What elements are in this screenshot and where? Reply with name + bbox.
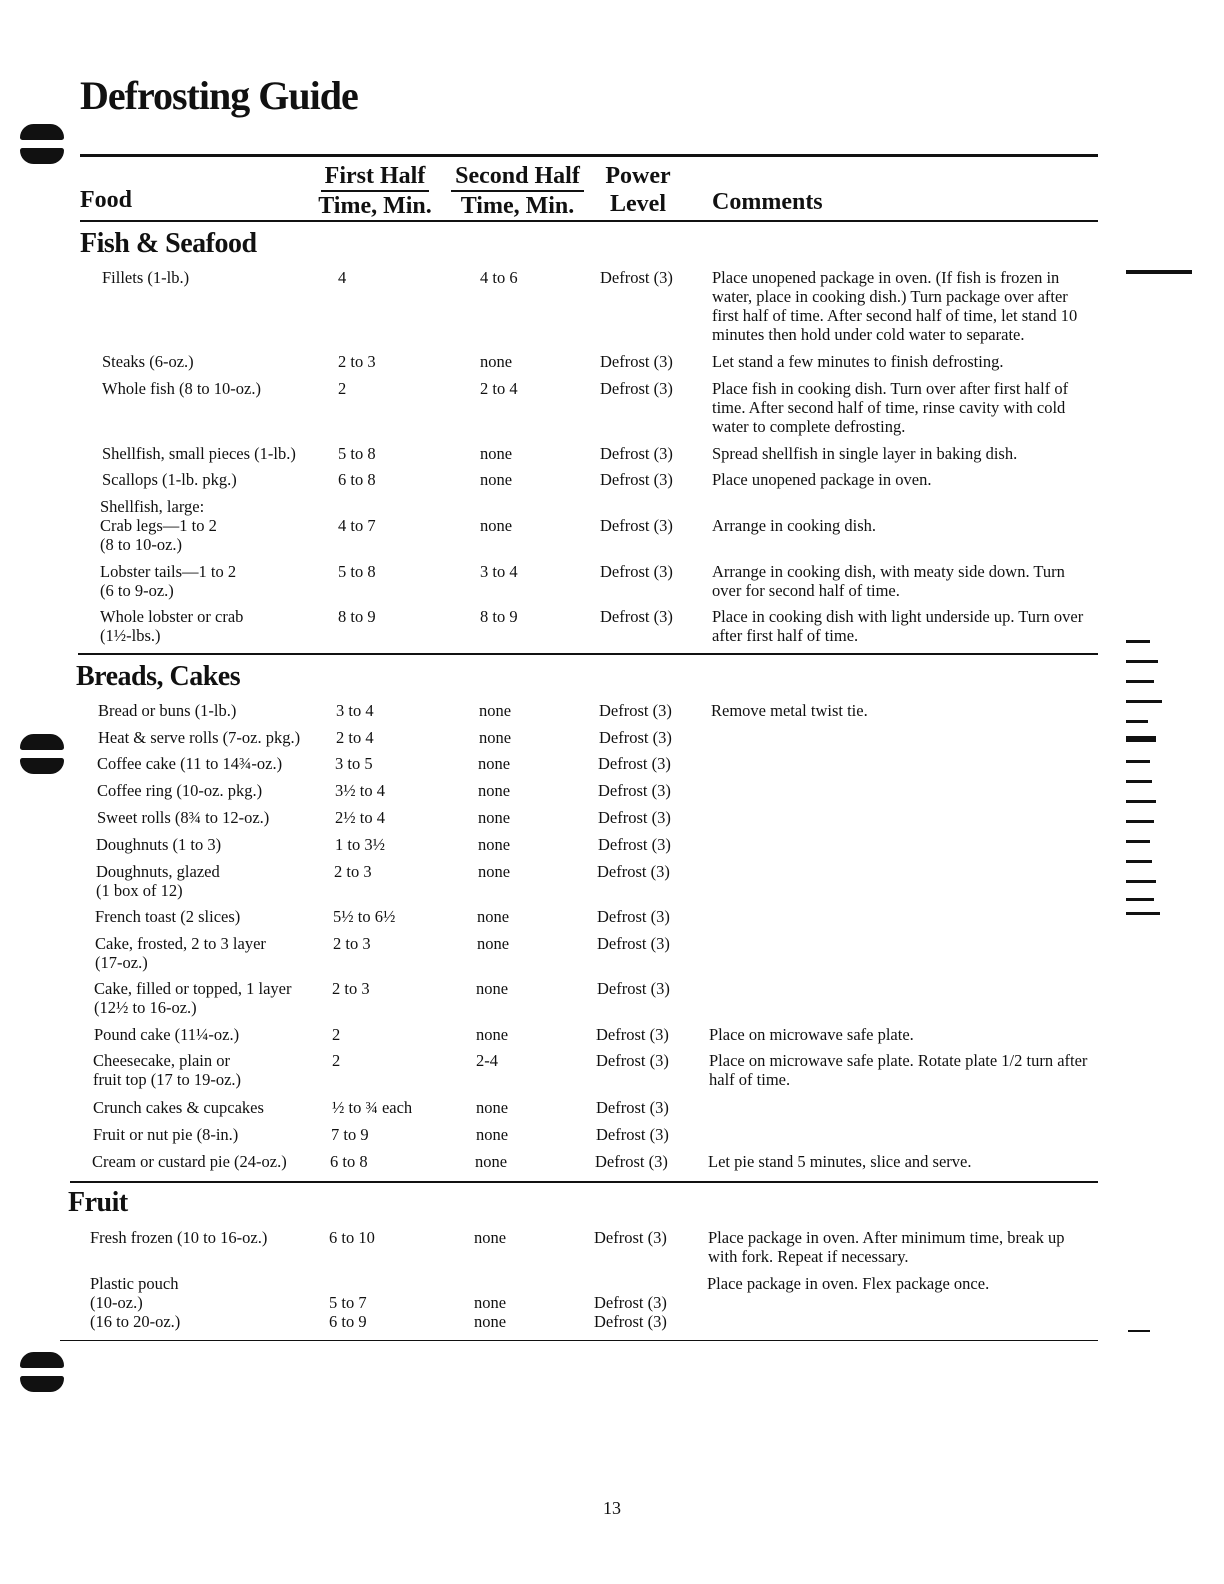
col-header-second-half-line1: Second Half [451,162,584,192]
punch-hole-icon [20,734,64,774]
power-level-cell: Defrost (3) [597,907,670,926]
second-half-cell: none [477,934,510,953]
power-level-cell: Defrost (3) [597,979,670,998]
col-header-power-line1: Power [605,163,671,189]
power-level-cell: Defrost (3) [594,1293,667,1312]
food-cell: Bread or buns (1-lb.) [98,701,237,720]
first-half-cell: 3 to 5 [335,754,373,773]
second-half-cell: none [480,516,513,535]
food-cell: Whole fish (8 to 10-oz.) [102,379,261,398]
section-divider [70,1181,1098,1183]
power-level-cell: Defrost (3) [600,352,673,371]
power-level-cell: Defrost (3) [596,1051,669,1070]
second-half-cell: none [478,781,511,800]
first-half-cell: 2 to 3 [332,979,370,998]
first-half-cell: 2 to 3 [334,862,372,881]
header-bottom-rule [80,220,1098,222]
col-header-second-half-line2: Time, Min. [460,193,575,219]
first-half-cell: 5½ to 6½ [333,907,396,926]
first-half-cell: 6 to 8 [338,470,376,489]
section-title-breads-cakes: Breads, Cakes [76,661,241,692]
second-half-cell: none [479,701,512,720]
first-half-cell: 6 to 10 [329,1228,375,1247]
food-cell: Plastic pouch [90,1274,179,1293]
power-level-cell: Defrost (3) [598,781,671,800]
food-cell: Cake, filled or topped, 1 layer (12½ to 16-oz.) [94,979,292,1017]
food-cell: (10-oz.) [90,1293,143,1312]
power-level-cell: Defrost (3) [600,379,673,398]
second-half-cell: none [480,352,513,371]
power-level-cell: Defrost (3) [594,1228,667,1247]
food-cell: Doughnuts, glazed (1 box of 12) [96,862,220,900]
first-half-cell: 7 to 9 [331,1125,369,1144]
food-cell: Pound cake (11¼-oz.) [94,1025,240,1044]
power-level-cell: Defrost (3) [600,444,673,463]
power-level-cell: Defrost (3) [598,808,671,827]
first-half-cell: 2 to 4 [336,728,374,747]
first-half-cell: 2 to 3 [338,352,376,371]
power-level-cell: Defrost (3) [596,1025,669,1044]
power-level-cell: Defrost (3) [594,1312,667,1331]
food-cell: Steaks (6-oz.) [102,352,194,371]
first-half-cell: 6 to 8 [330,1152,368,1171]
second-half-cell: none [476,1098,509,1117]
comment-cell: Place on microwave safe plate. Rotate plate 1/2 turn after half of time. [709,1051,1088,1089]
header-top-rule [80,154,1098,157]
second-half-cell: none [476,1125,509,1144]
second-half-cell: none [476,979,509,998]
comment-cell: Place unopened package in oven. [712,470,932,489]
punch-hole-icon [20,1352,64,1392]
first-half-cell: 5 to 8 [338,444,376,463]
food-cell: Fresh frozen (10 to 16-oz.) [90,1228,268,1247]
power-level-cell: Defrost (3) [598,835,671,854]
second-half-cell: none [478,835,511,854]
second-half-cell: none [474,1228,507,1247]
power-level-cell: Defrost (3) [595,1152,668,1171]
comment-cell: Arrange in cooking dish. [712,516,877,535]
power-level-cell: Defrost (3) [600,470,673,489]
second-half-cell: none [480,444,513,463]
second-half-cell: 2-4 [476,1051,498,1070]
second-half-cell: 4 to 6 [480,268,518,287]
comment-cell: Place unopened package in oven. (If fish is frozen in water, place in cooking dish.) Turn package over after first half of time. After second half of time, let stand 10 minutes then hold under cold water to separate. [712,268,1078,344]
first-half-cell: 4 to 7 [338,516,376,535]
power-level-cell: Defrost (3) [596,1125,669,1144]
food-cell: Coffee ring (10-oz. pkg.) [97,781,263,800]
food-cell: French toast (2 slices) [95,907,241,926]
first-half-cell: 2 [338,379,347,398]
food-cell: Fruit or nut pie (8-in.) [93,1125,239,1144]
comment-cell: Place package in oven. Flex package once. [707,1274,990,1293]
col-header-food: Food [80,187,133,213]
second-half-cell: none [476,1025,509,1044]
col-header-power-level [592,162,684,218]
second-half-cell: 8 to 9 [480,607,518,626]
first-half-cell: 4 [338,268,347,287]
col-header-first-half-line2: Time, Min. [318,193,432,219]
food-cell: Shellfish, small pieces (1-lb.) [102,444,296,463]
col-header-power-line2: Level [610,191,666,217]
section-title-fruit: Fruit [68,1187,128,1218]
power-level-cell: Defrost (3) [598,754,671,773]
second-half-cell: none [474,1293,507,1312]
first-half-cell: 2 [332,1025,341,1044]
section-title-fish-seafood: Fish & Seafood [80,228,257,259]
page-title: Defrosting Guide [80,73,358,118]
food-cell: (16 to 20-oz.) [90,1312,181,1331]
power-level-cell: Defrost (3) [600,607,673,626]
power-level-cell: Defrost (3) [597,934,670,953]
comment-cell: Spread shellfish in single layer in baking dish. [712,444,1018,463]
comment-cell: Remove metal twist tie. [711,701,868,720]
food-cell: Shellfish, large: Crab legs—1 to 2 (8 to 10-oz.) [100,497,217,554]
food-cell: Whole lobster or crab (1½-lbs.) [100,607,244,645]
second-half-cell: none [478,808,511,827]
food-cell: Sweet rolls (8¾ to 12-oz.) [97,808,270,827]
food-cell: Fillets (1-lb.) [102,268,190,287]
power-level-cell: Defrost (3) [596,1098,669,1117]
food-cell: Scallops (1-lb. pkg.) [102,470,237,489]
comment-cell: Place in cooking dish with light underside up. Turn over after first half of time. [712,607,1084,645]
second-half-cell: 3 to 4 [480,562,518,581]
second-half-cell: none [474,1312,507,1331]
first-half-cell: 6 to 9 [329,1312,367,1331]
comment-cell: Place fish in cooking dish. Turn over after first half of time. After second half of time, rinse cavity with cold water to complete defrosting. [712,379,1069,436]
second-half-cell: none [479,728,512,747]
comment-cell: Place on microwave safe plate. [709,1025,914,1044]
food-cell: Heat & serve rolls (7-oz. pkg.) [98,728,301,747]
first-half-cell: 3 to 4 [336,701,374,720]
second-half-cell: none [480,470,513,489]
section-divider [78,653,1098,655]
first-half-cell: 5 to 8 [338,562,376,581]
comment-cell: Place package in oven. After minimum time, break up with fork. Repeat if necessary. [708,1228,1065,1266]
punch-hole-icon [20,124,64,164]
food-cell: Cream or custard pie (24-oz.) [92,1152,287,1171]
power-level-cell: Defrost (3) [599,701,672,720]
col-header-second-half [440,162,595,220]
first-half-cell: ½ to ¾ each [332,1098,413,1117]
power-level-cell: Defrost (3) [597,862,670,881]
power-level-cell: Defrost (3) [600,268,673,287]
col-header-comments: Comments [712,189,823,215]
power-level-cell: Defrost (3) [600,562,673,581]
second-half-cell: none [478,754,511,773]
power-level-cell: Defrost (3) [599,728,672,747]
col-header-first-half-line1: First Half [321,162,430,192]
second-half-cell: none [478,862,511,881]
first-half-cell: 8 to 9 [338,607,376,626]
comment-cell: Let stand a few minutes to finish defrosting. [712,352,1004,371]
page-number: 13 [603,1498,621,1518]
food-cell: Lobster tails—1 to 2 (6 to 9-oz.) [100,562,237,600]
food-cell: Cake, frosted, 2 to 3 layer (17-oz.) [95,934,266,972]
first-half-cell: 1 to 3½ [335,835,385,854]
first-half-cell: 2 [332,1051,341,1070]
first-half-cell: 3½ to 4 [335,781,385,800]
comment-cell: Let pie stand 5 minutes, slice and serve. [708,1152,972,1171]
second-half-cell: none [475,1152,508,1171]
bottom-rule [60,1340,1098,1341]
second-half-cell: 2 to 4 [480,379,518,398]
col-header-first-half [300,162,450,220]
food-cell: Coffee cake (11 to 14¾-oz.) [97,754,283,773]
food-cell: Doughnuts (1 to 3) [96,835,222,854]
second-half-cell: none [477,907,510,926]
power-level-cell: Defrost (3) [600,516,673,535]
first-half-cell: 5 to 7 [329,1293,367,1312]
edge-mark [1126,270,1192,274]
first-half-cell: 2½ to 4 [335,808,385,827]
food-cell: Cheesecake, plain or fruit top (17 to 19-oz.) [93,1051,242,1089]
food-cell: Crunch cakes & cupcakes [93,1098,264,1117]
first-half-cell: 2 to 3 [333,934,371,953]
comment-cell: Arrange in cooking dish, with meaty side down. Turn over for second half of time. [712,562,1065,600]
